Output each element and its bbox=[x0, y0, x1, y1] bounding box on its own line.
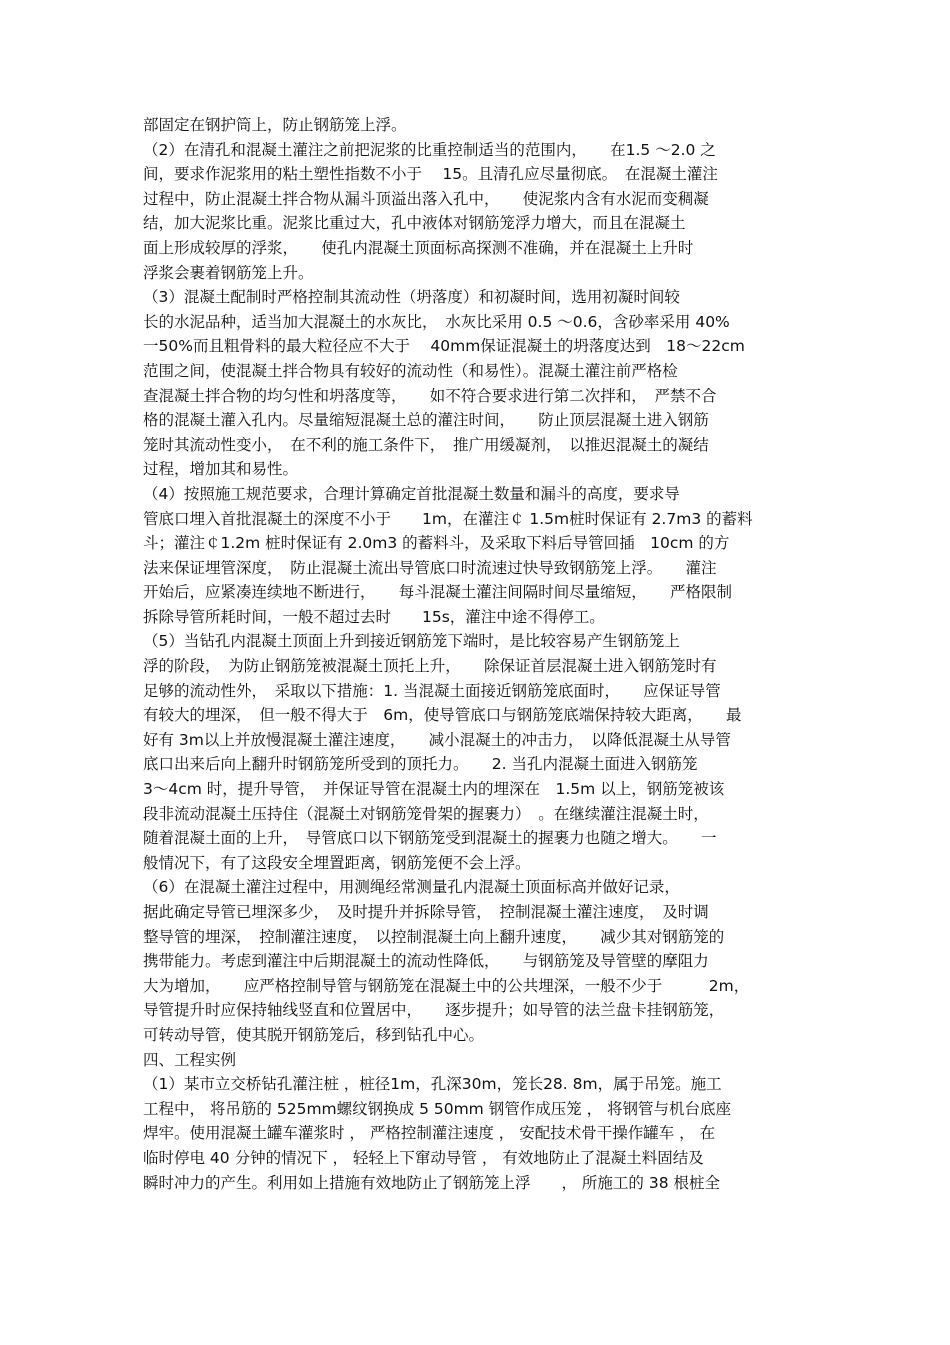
text-line: （6）在混凝土灌注过程中，用测绳经常测量孔内混凝土顶面标高并做好记录， bbox=[143, 878, 680, 897]
text-line: 笼时其流动性变小， 在不利的施工条件下， 推广用缓凝剂， 以推迟混凝土的凝结 bbox=[143, 435, 709, 454]
text-line: 底口出来后向上翻升时钢筋笼所受到的顶托力。 2. 当孔内混凝土面进入钢筋笼 bbox=[143, 755, 698, 774]
text-line: 法来保证埋管深度， 防止混凝土流出导管底口时流速过快导致钢筋笼上浮。 灌注 bbox=[143, 558, 717, 577]
text-line: 开始后，应紧凑连续地不断进行， 每斗混凝土灌注间隔时间尽量缩短， 严格限制 bbox=[143, 583, 733, 602]
text-line: 3～4cm 时，提升导管， 并保证导管在混凝土内的埋深在 1.5m 以上，钢筋笼被该 bbox=[143, 780, 725, 799]
text-line: 整导管的埋深， 控制灌注速度， 以控制混凝土向上翻升速度， 减少其对钢筋笼的 bbox=[143, 927, 725, 946]
text-line: 般情况下，有了这段安全埋置距离，钢筋笼便不会上浮。 bbox=[143, 853, 531, 872]
text-line: 间，要求作泥浆用的粘土塑性指数不小于 15。且清孔应尽量彻底。 在混凝土灌注 bbox=[143, 165, 718, 184]
text-line: 格的混凝土灌入孔内。尽量缩短混凝土总的灌注时间， 防止顶层混凝土进入钢筋 bbox=[143, 411, 709, 430]
text-line: （2）在清孔和混凝土灌注之前把泥浆的比重控制适当的范围内， 在1.5 ～2.0 之 bbox=[143, 140, 716, 159]
text-line: 导管提升时应保持轴线竖直和位置居中， 逐步提升；如导管的法兰盘卡挂钢筋笼， bbox=[143, 1001, 725, 1020]
text-line: （3）混凝土配制时严格控制其流动性（坍落度）和初凝时间，选用初凝时间较 bbox=[143, 288, 680, 307]
text-line: 浮浆会裹着钢筋笼上升。 bbox=[143, 263, 314, 282]
text-line: （4）按照施工规范要求，合理计算确定首批混凝土数量和漏斗的高度，要求导 bbox=[143, 484, 680, 503]
text-line: 瞬时冲力的产生。利用如上措施有效地防止了钢筋笼上浮 ， 所施工的 38 根桩全 bbox=[143, 1173, 721, 1192]
text-line: 部固定在钢护筒上，防止钢筋笼上浮。 bbox=[143, 116, 407, 134]
text-line: 大为增加， 应严格控制导管与钢筋笼在混凝土中的公共埋深，一般不少于 2m， bbox=[143, 976, 750, 995]
text-line: 足够的流动性外， 采取以下措施：1. 当混凝土面接近钢筋笼底面时， 应保证导管 bbox=[143, 681, 721, 700]
text-line: 长的水泥品种，适当加大混凝土的水灰比， 水灰比采用 0.5 ～0.6，含砂率采用 40% bbox=[143, 312, 730, 331]
text-line: 拆除导管所耗时间，一般不超过去时 15s，灌注中途不得停工。 bbox=[143, 607, 605, 626]
text-line: 焊牢。使用混凝土罐车灌浆时 ， 严格控制灌注速度 ， 安配技术骨干操作罐车 ， 在 bbox=[143, 1124, 716, 1143]
text-line: 可转动导管，使其脱开钢筋笼后，移到钻孔中心。 bbox=[143, 1025, 485, 1044]
text-line: 管底口埋入首批混凝土的深度不小于 1m，在灌注￠ 1.5m桩时保证有 2.7m3 的蓄料 bbox=[143, 509, 753, 528]
text-line: 过程，增加其和易性。 bbox=[143, 460, 299, 479]
text-line: 据此确定导管已埋深多少， 及时提升并拆除导管， 控制混凝土灌注速度， 及时调 bbox=[143, 903, 709, 921]
text-line: 段非流动混凝土压持住（混凝土对钢筋笼骨架的握裹力） 。在继续灌注混凝土时， bbox=[143, 804, 709, 823]
text-line: 范围之间，使混凝土拌合物具有较好的流动性（和易性）。混凝土灌注前严格检 bbox=[143, 361, 678, 380]
text-line: 浮的阶段， 为防止钢筋笼被混凝土顶托上升， 除保证首层混凝土进入钢筋笼时有 bbox=[143, 657, 717, 676]
text-line: 四、工程实例 bbox=[143, 1050, 237, 1069]
text-line: 有较大的埋深， 但一般不得大于 6m，使导管底口与钢筋笼底端保持较大距离， 最 bbox=[143, 706, 742, 725]
text-line: （1）某市立交桥钻孔灌注桩 ，桩径1m，孔深30m，笼长28. 8m，属于吊笼。施工 bbox=[143, 1075, 722, 1094]
text-line: 斗；灌注￠1.2m 桩时保证有 2.0m3 的蓄料斗，及采取下料后导管回插 10cm 的方 bbox=[143, 534, 730, 553]
text-line: 结，加大泥浆比重。泥浆比重过大，孔中液体对钢筋笼浮力增大，而且在混凝土 bbox=[143, 214, 686, 233]
text-line: 工程中， 将吊筋的 525mm螺纹钢换成 5 50mm 钢管作成压笼 ， 将钢管与机台底座 bbox=[143, 1099, 732, 1118]
body-text bbox=[143, 113, 823, 1195]
text-line: 临时停电 40 分钟的情况下 ， 轻轻上下窜动导管 ， 有效地防止了混凝土料固结及 bbox=[143, 1148, 704, 1167]
text-line: 好有 3m以上并放慢混凝土灌注速度， 减小混凝土的冲击力， 以降低混凝土从导管 bbox=[143, 730, 731, 749]
text-line: 一50%而且粗骨料的最大粒径应不大于 40mm保证混凝土的坍落度达到 18～22cm bbox=[143, 337, 745, 356]
text-line: （5）当钻孔内混凝土顶面上升到接近钢筋笼下端时，是比较容易产生钢筋笼上 bbox=[143, 632, 680, 651]
text-line: 过程中，防止混凝土拌合物从漏斗顶溢出落入孔中， 使泥浆内含有水泥而变稠凝 bbox=[143, 189, 709, 208]
text-line: 携带能力。考虑到灌注中后期混凝土的流动性降低， 与钢筋笼及导管壁的摩阻力 bbox=[143, 952, 709, 971]
text-line: 随着混凝土面的上升， 导管底口以下钢筋笼受到混凝土的握裹力也随之增大。 一 bbox=[143, 829, 717, 848]
text-line: 查混凝土拌合物的均匀性和坍落度等， 如不符合要求进行第二次拌和， 严禁不合 bbox=[143, 386, 717, 405]
text-line: 面上形成较厚的浮浆， 使孔内混凝土顶面标高探测不准确，并在混凝土上升时 bbox=[143, 238, 694, 257]
